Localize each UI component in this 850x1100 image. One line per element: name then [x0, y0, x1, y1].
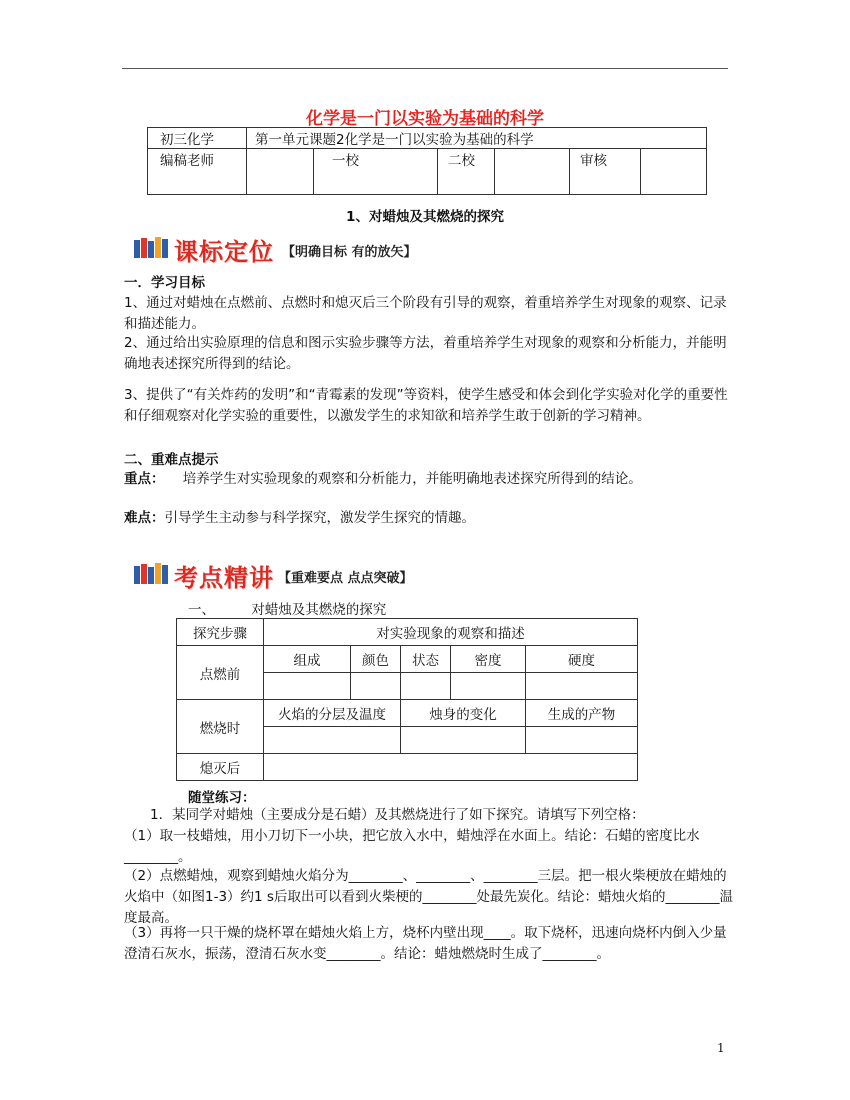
blank-cell	[401, 673, 451, 700]
blank-cell	[264, 727, 401, 754]
blank-cell	[526, 727, 638, 754]
header-table	[147, 127, 707, 195]
difficulty-label: 难点：	[124, 510, 165, 526]
blank-cell	[264, 673, 351, 700]
banner-word: 课标定位	[174, 238, 274, 266]
col-hardness: 硬度	[526, 646, 638, 673]
focus-label: 重点：	[124, 471, 165, 487]
goals-heading: 一．学习目标	[124, 275, 205, 291]
section-heading	[188, 598, 386, 618]
experiment-table	[176, 618, 638, 781]
banner-curriculum	[134, 232, 454, 266]
col-state: 状态	[401, 646, 451, 673]
step-header: 探究步骤	[177, 619, 264, 646]
col-composition: 组成	[264, 646, 351, 673]
after-label: 熄灭后	[177, 754, 264, 781]
practice-heading: 随堂练习：	[188, 790, 256, 806]
review-label: 审核	[570, 149, 641, 195]
col-density: 密度	[451, 646, 526, 673]
blank-cell	[451, 673, 526, 700]
col-flame: 火焰的分层及温度	[264, 700, 401, 727]
before-label: 点燃前	[177, 646, 264, 700]
col-products: 生成的产物	[526, 700, 638, 727]
goal-item-2: 2、通过给出实验原理的信息和图示实验步骤等方法，着重培养学生对现象的观察和分析能力，并能明确地表述探究所得到的结论。	[124, 335, 727, 372]
obs-header: 对实验现象的观察和描述	[264, 619, 638, 646]
goal-item-1: 1、通过对蜡烛在点燃前、点燃时和熄灭后三个阶段有引导的观察，着重培养学生对现象的观察、记录和描述能力。	[124, 295, 727, 332]
blank-cell	[401, 727, 526, 754]
focus-line	[124, 469, 734, 490]
keypoints-heading: 二、重难点提示	[124, 452, 219, 468]
section-subtitle: 1、对蜡烛及其燃烧的探究	[346, 209, 504, 225]
goal-item-3: 3、提供了“有关炸药的发明”和“青霉素的发现”等资料，使学生感受和体会到化学实验对化学的重要性和仔细观察对化学实验的重要性，以激发学生的求知欲和培养学生敢于创新的学习精神。	[124, 387, 728, 424]
page-title: 化学是一门以实验为基础的科学	[306, 109, 544, 129]
school2-label: 二校	[438, 149, 495, 195]
col-candle-body: 烛身的变化	[401, 700, 526, 727]
banner-tag: 【重难要点 点点突破】	[278, 571, 413, 586]
col-color: 颜色	[351, 646, 401, 673]
banner-keypoints	[134, 558, 454, 592]
section-text: 对蜡烛及其燃烧的探究	[251, 602, 387, 618]
blank-cell	[264, 754, 638, 781]
editor-value	[247, 149, 314, 195]
question-1-part-3: （3）再将一只干燥的烧杯罩在蜡烛火焰上方，烧杯内壁出现____。取下烧杯，迅速向烧杯内倒入少量澄清石灰水，振荡，澄清石灰水变________。结论：蜡烛燃烧时生成了________。	[124, 925, 727, 962]
question-1: 1．某同学对蜡烛（主要成分是石蜡）及其燃烧进行了如下探究。请填写下列空格：	[150, 807, 645, 823]
section-number: 一、	[188, 602, 215, 618]
difficulty-line	[124, 508, 734, 529]
banner-tag: 【明确目标 有的放矢】	[282, 245, 417, 260]
grade-cell: 初三化学	[148, 128, 247, 149]
question-1-part-2: （2）点燃蜡烛，观察到蜡烛火焰分为________、________、________三层。把一根火柴梗放在蜡烛的火焰中（如图1-3）约1 s后取出可以看到火柴梗的________处最先炭化。结论：蜡烛火焰的________温度最高。	[124, 868, 733, 926]
school2-value	[495, 149, 570, 195]
blank-cell	[526, 673, 638, 700]
question-1-part-1: （1）取一枝蜡烛，用小刀切下一小块，把它放入水中，蜡烛浮在水面上。结论：石蜡的密度比水________。	[124, 828, 700, 865]
banner-word: 考点精讲	[174, 564, 274, 592]
header-rule	[122, 68, 728, 69]
lesson-cell: 第一单元课题2化学是一门以实验为基础的科学	[247, 128, 707, 149]
focus-text: 培养学生对实验现象的观察和分析能力，并能明确地表述探究所得到的结论。	[182, 471, 642, 487]
burning-label: 燃烧时	[177, 700, 264, 754]
page-number: 1	[717, 1041, 725, 1055]
books-icon	[134, 236, 170, 258]
school1-label: 一校	[314, 149, 438, 195]
review-value	[641, 149, 707, 195]
blank-cell	[351, 673, 401, 700]
editor-label: 编稿老师	[148, 149, 247, 195]
difficulty-text: 引导学生主动参与科学探究，激发学生探究的情趣。	[164, 510, 475, 526]
books-icon	[134, 562, 170, 584]
